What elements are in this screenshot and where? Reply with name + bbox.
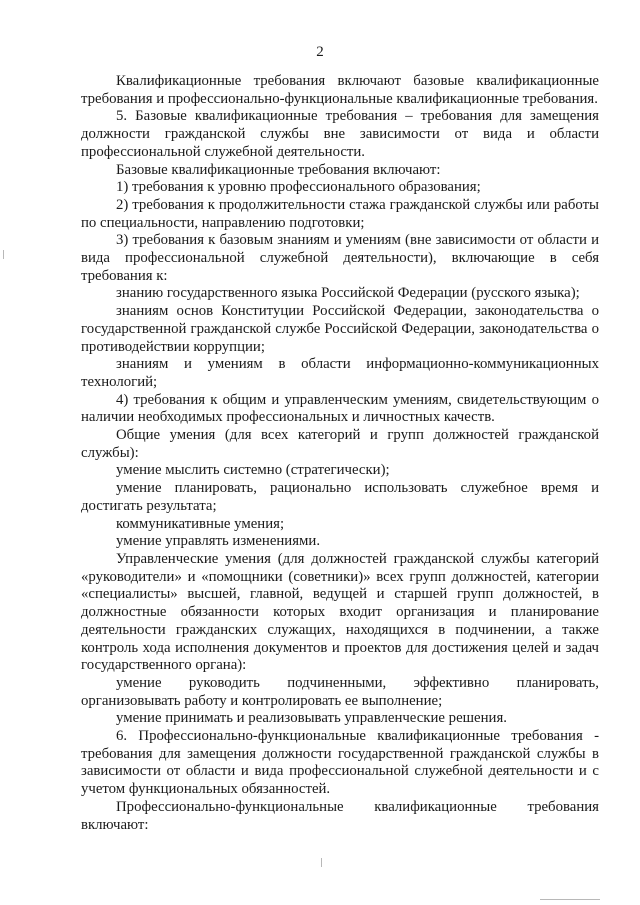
page-number: 2 bbox=[316, 44, 324, 60]
paragraph-professional-requirements-include: Профессионально-функциональные квалификационные требования включают: bbox=[81, 798, 599, 833]
list-item-4: 4) требования к общим и управленческим умениям, свидетельствующим о наличии необходимых профессиональных и личностных качеств. bbox=[81, 391, 599, 426]
skill-leadership: умение руководить подчиненными, эффективно планировать, организовывать работу и контролировать ее выполнение; bbox=[81, 674, 599, 709]
skill-change-management: умение управлять изменениями. bbox=[116, 533, 321, 550]
scan-artifact-bottom-right bbox=[540, 899, 600, 900]
sub-item-language: знанию государственного языка Российской Федерации (русского языка); bbox=[116, 285, 580, 302]
skill-systemic-thinking: умение мыслить системно (стратегически); bbox=[116, 462, 390, 479]
paragraph-qualification-requirements: Квалификационные требования включают базовые квалификационные требования и профессионально-функциональные квалификационные требования. bbox=[81, 73, 599, 107]
list-item-1: 1) требования к уровню профессионального образования; bbox=[116, 179, 481, 196]
paragraph-general-skills: Общие умения (для всех категорий и групп должностей гражданской службы): bbox=[81, 427, 599, 461]
sub-item-constitution: знаниям основ Конституции Российской Федерации, законодательства о государственной гражданской службе Российской Федерации, законодательства о противодействии коррупции; bbox=[81, 303, 599, 355]
document-body bbox=[81, 73, 599, 834]
scan-artifact-bottom-center bbox=[321, 858, 322, 867]
paragraph-management-skills: Управленческие умения (для должностей гражданской службы категорий «руководители» и «помощники (советники)» всех групп должностей, категории «специалисты» высшей, главной, ведущей и старшей групп должностей, в должностные обязанности которых входит организация и планирование деятельности гражданских служащих, находящихся в подчинении, а также контроль хода исполнения документов и проектов для достижения целей и задач государственного органа): bbox=[81, 550, 599, 674]
paragraph-item-6: 6. Профессионально-функциональные квалификационные требования - требования для замещения должности государственной гражданской службы в зависимости от области и вида профессиональной служебной деятельности и с учетом функциональных обязанностей. bbox=[81, 728, 599, 798]
list-item-2: 2) требования к продолжительности стажа гражданской службы или работы по специальности, направлению подготовки; bbox=[81, 196, 599, 231]
skill-decision-making: умение принимать и реализовывать управленческие решения. bbox=[116, 710, 507, 727]
skill-communication: коммуникативные умения; bbox=[116, 515, 285, 532]
list-item-3: 3) требования к базовым знаниям и умениям (вне зависимости от области и вида профессиональной служебной деятельности), включающие в себя требования к: bbox=[81, 232, 599, 284]
paragraph-basic-requirements-include: Базовые квалификационные требования включают: bbox=[116, 161, 441, 178]
skill-planning: умение планировать, рационально использовать служебное время и достигать результата; bbox=[81, 480, 599, 514]
paragraph-item-5: 5. Базовые квалификационные требования – требования для замещения должности гражданской службы вне зависимости от вида и области профессиональной служебной деятельности. bbox=[81, 108, 599, 160]
sub-item-ict: знаниям и умениям в области информационно-коммуникационных технологий; bbox=[81, 356, 599, 390]
scan-artifact-left bbox=[3, 250, 4, 259]
